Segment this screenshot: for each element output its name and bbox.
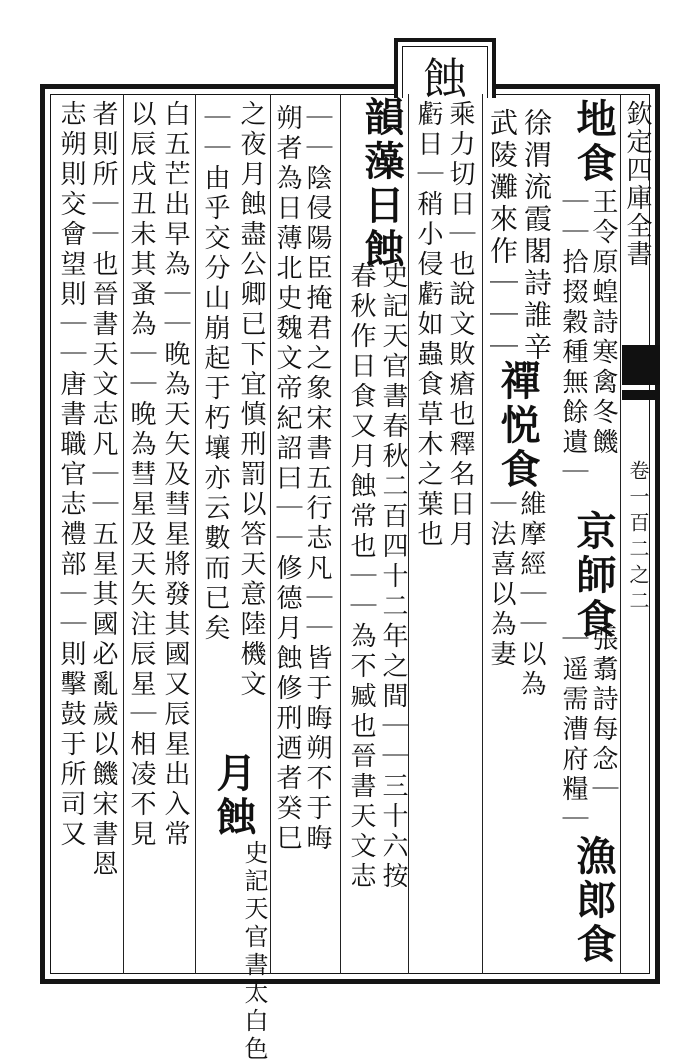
text-column: ｜｜陰侵陽臣掩君之象宋書五行志凡｜｜皆于晦朔不于晦 [302, 104, 332, 854]
text-column: 之夜月蝕盡公卿已下宜慎刑罰以答天意陸機文 [236, 100, 266, 700]
column-rule [482, 94, 483, 974]
text-column: 白五芒出早為｜｜晚為天矢及彗星將發其國又辰星出入常 [160, 100, 190, 850]
text-column: ｜法喜以為妻 [486, 490, 516, 670]
text-column: ｜｜由乎交分山崩起于朽壤亦云數而已矣 [200, 104, 230, 644]
text-column: 乘力切日｜也說文敗瘡也釋名日月 [445, 100, 475, 550]
column-rule [123, 94, 124, 974]
entry-heading: 月蝕 [210, 752, 257, 840]
text-column: 維摩經｜｜以為 [516, 490, 546, 700]
heading-tab-title: 蝕 [423, 54, 467, 105]
column-rule [195, 94, 196, 974]
entry-heading: 漁郎食 [570, 835, 617, 967]
text-column: ｜遥需漕府糧｜ [558, 625, 588, 835]
entry-heading: 京師食 [570, 510, 617, 642]
text-column: 徐渭流霞閣詩誰辛 [520, 108, 553, 364]
text-column: 朔者為日薄北史魏文帝紀詔曰｜｜修德月蝕修刑迺者癸巳 [272, 104, 302, 854]
text-column: ｜｜拾掇穀種無餘遺｜ [558, 188, 588, 488]
margin-band [622, 345, 660, 385]
text-column: 虧日｜稍小侵虧如蟲食草木之葉也 [413, 100, 443, 550]
entry-heading: 韻藻日蝕 [358, 96, 405, 272]
margin-band-lower [622, 390, 660, 400]
column-rule [270, 94, 271, 974]
entry-heading: 地食 [570, 98, 617, 186]
entry-heading: 禪悦食 [494, 360, 541, 492]
margin-book-title: 欽定四庫全書 [622, 100, 652, 268]
margin-volume-number: 卷一百二之二 [626, 460, 650, 616]
text-column: 武陵灘來作｜｜｜ [486, 108, 519, 364]
column-rule [408, 94, 409, 974]
text-column: 春秋作日食又月蝕常也｜｜為不臧也晉書天文志 [346, 262, 376, 892]
text-column: 張翥詩每念｜ [588, 625, 618, 805]
text-column: 志朔則交會望則｜｜唐書職官志禮部｜｜則擊鼓于所司又 [56, 100, 86, 850]
text-column: 史記天官書太白色 [240, 840, 268, 1064]
margin-rule [620, 94, 621, 974]
text-column: 者則所｜｜也晉書天文志凡｜｜五星其國必亂歲以饑宋書恩 [88, 100, 118, 880]
text-column: 以辰戌丑未其蚤為｜｜晚為彗星及天矢注辰星｜相凌不見 [126, 100, 156, 850]
column-rule [340, 94, 341, 974]
text-column: 史記天官書春秋二百四十二年之間｜｜三十六按 [378, 262, 408, 892]
text-column: 王令原蝗詩寒禽冬饑 [588, 188, 618, 458]
